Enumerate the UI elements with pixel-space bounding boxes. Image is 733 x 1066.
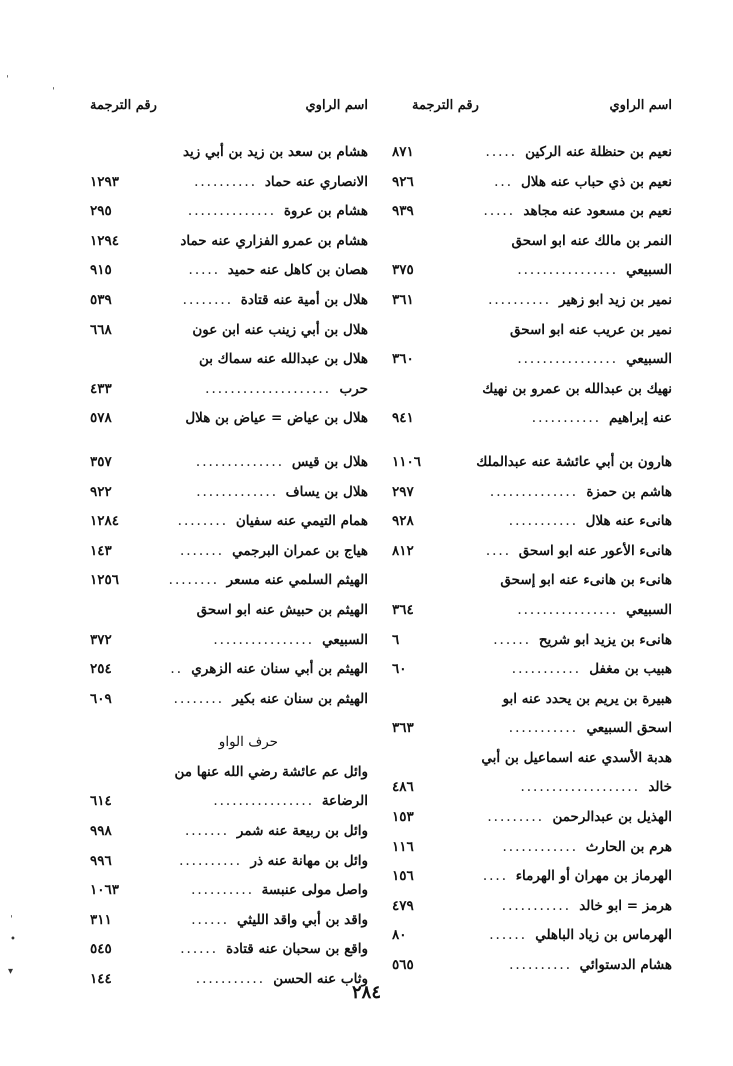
index-entry — [392, 655, 672, 685]
leader-dots: ........ — [168, 572, 219, 589]
leader-dots: .. — [170, 661, 183, 678]
narrator-name: هلال بن يساف — [285, 483, 368, 500]
narrator-name: الانصاري عنه حماد — [264, 173, 368, 190]
entry-number: ٥٧٨ — [90, 410, 112, 427]
leader-dots: ................ — [517, 351, 618, 368]
leader-dots: ...... — [180, 941, 218, 958]
narrator-name: الهذيل بن عبدالرحمن — [552, 809, 672, 826]
index-entry — [392, 197, 672, 227]
narrator-name: وائل بن مهانة عنه ذر — [250, 852, 368, 869]
entry-number: ٤٧٩ — [392, 897, 414, 914]
row-spacer — [392, 434, 672, 448]
entry-number: ٨١٢ — [392, 542, 414, 559]
narrator-name: واقع بن سحبان عنه قتادة — [226, 941, 368, 958]
entry-number: ٩١٥ — [90, 262, 112, 279]
index-entry — [90, 227, 368, 257]
entry-number: ١٤٤ — [90, 971, 112, 988]
entry-number: ٨٧١ — [392, 144, 414, 160]
entry-number: ٥٦٥ — [392, 957, 414, 974]
entry-number: ١٥٣ — [392, 809, 414, 826]
entry-number: ٩٢٢ — [90, 483, 112, 500]
narrator-name: هدبة الأسدي عنه اسماعيل بن أبي — [481, 749, 672, 766]
entry-number: ٦٦٨ — [90, 321, 112, 338]
index-entry — [90, 256, 368, 286]
entry-number: ١١٦ — [392, 838, 414, 855]
entry-number: ٤٣٣ — [90, 380, 112, 397]
narrator-name: هصان بن كاهل عنه حميد — [227, 262, 368, 279]
index-entry — [392, 316, 672, 346]
row-spacer — [90, 434, 368, 448]
leader-dots: ........... — [508, 720, 578, 737]
index-entry — [90, 817, 368, 847]
entry-number: ١٠٦٣ — [90, 882, 120, 899]
leader-dots: .............. — [195, 453, 284, 470]
index-entry — [392, 596, 672, 626]
leader-dots: ..... — [188, 262, 220, 279]
narrator-name: هلال بن عبدالله عنه سماك بن — [198, 351, 368, 368]
narrator-name: نعيم بن حنظلة عنه الركين — [525, 144, 672, 160]
index-entry — [90, 906, 368, 936]
narrator-name: الهيثم بن أبي سنان عنه الزهري — [191, 661, 368, 678]
index-entry — [392, 404, 672, 434]
narrator-name: الرضاعة — [321, 793, 368, 810]
left-column — [90, 92, 368, 995]
index-entry — [392, 685, 672, 715]
entry-number: ٦٠ — [392, 661, 407, 678]
leader-dots: .......... — [194, 173, 257, 190]
narrator-name: نعيم بن ذي حباب عنه هلال — [520, 173, 672, 190]
narrator-name: السبيعي — [626, 351, 672, 368]
entry-number: ٩٢٨ — [392, 513, 414, 530]
index-entry — [392, 921, 672, 951]
index-entry — [90, 655, 368, 685]
entry-number: ٩٣٩ — [392, 203, 414, 220]
index-entry — [392, 626, 672, 656]
narrator-name: هانىء بن هانىء عنه ابو إسحق — [500, 572, 672, 589]
narrator-name: الهيثم بن سنان عنه بكير — [232, 690, 368, 707]
narrator-name: السبيعي — [626, 262, 672, 279]
leader-dots: ........... — [195, 971, 265, 988]
entry-number: ٦٠٩ — [90, 690, 112, 707]
narrator-name: هلال بن أمية عنه قتادة — [240, 291, 368, 308]
leader-dots: ....... — [179, 542, 224, 559]
margin-mark: ˌ — [10, 908, 13, 919]
index-entry — [90, 537, 368, 567]
entry-number: ٣٧٢ — [90, 631, 112, 648]
narrator-name: همام التيمي عنه سفيان — [235, 513, 368, 530]
leader-dots: ........ — [173, 690, 224, 707]
leader-dots: ...... — [489, 927, 527, 944]
index-entry — [90, 478, 368, 508]
header-entry-number: رقم الترجمة — [412, 98, 479, 113]
index-entry — [392, 448, 672, 478]
narrator-name: هانىء الأعور عنه ابو اسحق — [518, 542, 672, 559]
narrator-name: هبيب بن مغفل — [589, 661, 672, 678]
narrator-name: السبيعي — [322, 631, 368, 648]
index-entry — [90, 787, 368, 817]
entry-number: ٢٥٤ — [90, 661, 112, 678]
narrator-name: الهرماز بن مهران أو الهرماء — [515, 868, 672, 885]
index-entry — [90, 685, 368, 715]
index-entry — [392, 375, 672, 405]
index-entry — [392, 566, 672, 596]
leader-dots: .......... — [488, 291, 551, 308]
index-entry — [392, 537, 672, 567]
index-entry — [392, 862, 672, 892]
leader-dots: ...... — [493, 631, 531, 648]
narrator-name: حرف الواو — [218, 734, 278, 751]
margin-mark: ˌ — [6, 68, 9, 79]
entry-number: ١٢٥٦ — [90, 572, 120, 589]
entry-number: ٣٦٠ — [392, 351, 414, 368]
leader-dots: ..... — [485, 144, 517, 160]
narrator-name: نهيك بن عبدالله بن عمرو بن نهيك — [482, 380, 672, 397]
right-column-header — [392, 92, 672, 118]
entry-number: ٩٢٦ — [392, 173, 414, 190]
leader-dots: ................... — [520, 779, 640, 796]
leader-dots: .......... — [509, 957, 572, 974]
index-entry — [90, 138, 368, 168]
row-spacer — [90, 714, 368, 728]
index-entry — [392, 168, 672, 198]
index-entry — [392, 744, 672, 774]
page-number: ٢٨٤ — [351, 982, 381, 1003]
index-entry — [90, 596, 368, 626]
entry-number: ٣٦٣ — [392, 720, 414, 737]
leader-dots: ........ — [182, 291, 233, 308]
leader-dots: ................ — [517, 262, 618, 279]
index-entry — [90, 316, 368, 346]
leader-dots: ........... — [531, 410, 601, 427]
index-entry — [392, 478, 672, 508]
narrator-name: وثاب عنه الحسن — [273, 971, 368, 988]
entry-number: ٩٤١ — [392, 410, 414, 427]
entry-number: ٣٧٥ — [392, 262, 414, 279]
entry-number: ٢٩٥ — [90, 203, 112, 220]
leader-dots: ................ — [517, 601, 618, 618]
leader-dots: ........... — [511, 661, 581, 678]
index-entry — [90, 507, 368, 537]
leader-dots: ................ — [213, 793, 314, 810]
index-entry — [392, 345, 672, 375]
leader-dots: .......... — [191, 882, 254, 899]
index-entry — [392, 833, 672, 863]
leader-dots: ................ — [213, 631, 314, 648]
leader-dots: ..... — [483, 203, 515, 220]
narrator-name: هلال بن عياض = عياض بن هلال — [185, 410, 368, 427]
margin-mark: ˌ — [52, 80, 55, 91]
narrator-name: هشام الدستوائي — [579, 957, 672, 974]
index-entry — [90, 626, 368, 656]
entry-number: ٨٠ — [392, 927, 407, 944]
entry-number: ١١٠٦ — [392, 453, 422, 470]
leader-dots: ........... — [501, 897, 571, 914]
entry-number: ١٢٨٤ — [90, 513, 120, 530]
narrator-name: النمر بن مالك عنه ابو اسحق — [511, 232, 672, 249]
leader-dots: .......... — [179, 852, 242, 869]
entry-number: ١٤٣ — [90, 542, 112, 559]
narrator-name: واقد بن أبي واقد الليثي — [237, 911, 368, 928]
narrator-name: خالد — [648, 779, 672, 796]
entry-number: ٣٦١ — [392, 291, 414, 308]
entry-number: ١٢٩٣ — [90, 173, 120, 190]
index-entry — [392, 138, 672, 168]
right-column-rows — [392, 138, 672, 981]
narrator-name: حرب — [339, 380, 368, 397]
narrator-name: هلال بن قيس — [291, 453, 368, 470]
narrator-name: الهرماس بن زياد الباهلي — [535, 927, 672, 944]
leader-dots: .... — [482, 868, 508, 885]
entry-number: ٤٨٦ — [392, 779, 414, 796]
entry-number: ٦ — [392, 631, 400, 648]
index-entry — [392, 286, 672, 316]
index-entry — [392, 951, 672, 981]
index-entry — [90, 345, 368, 375]
right-column — [392, 92, 672, 981]
left-column-header — [90, 92, 368, 118]
narrator-name: عنه إبراهيم — [609, 410, 672, 427]
narrator-name: هشام بن عمرو الفزاري عنه حماد — [180, 232, 368, 249]
leader-dots: .................... — [205, 380, 331, 397]
left-column-rows — [90, 138, 368, 995]
index-entry — [90, 847, 368, 877]
entry-number: ١٢٩٤ — [90, 232, 120, 249]
index-entry — [392, 892, 672, 922]
narrator-name: اسحق السبيعي — [586, 720, 672, 737]
leader-dots: ......... — [487, 809, 544, 826]
index-entry — [392, 803, 672, 833]
margin-mark: ▾ — [8, 966, 14, 977]
narrator-name: السبيعي — [626, 601, 672, 618]
index-entry — [90, 286, 368, 316]
index-entry — [90, 758, 368, 788]
narrator-name: وائل بن ربيعة عنه شمر — [236, 823, 368, 840]
leader-dots: .............. — [187, 203, 276, 220]
narrator-name: هشام بن عروة — [283, 203, 368, 220]
index-entry — [90, 566, 368, 596]
leader-dots: ............. — [196, 483, 278, 500]
leader-dots: ........... — [508, 513, 578, 530]
entry-number: ٦١٤ — [90, 793, 112, 810]
leader-dots: ....... — [184, 823, 229, 840]
narrator-name: هاشم بن حمزة — [586, 483, 672, 500]
leader-dots: .............. — [489, 483, 578, 500]
narrator-name: هرمز = ابو خالد — [579, 897, 672, 914]
narrator-name: هياج بن عمران البرجمي — [232, 542, 368, 559]
index-entry — [90, 935, 368, 965]
entry-number: ٥٤٥ — [90, 941, 112, 958]
index-entry — [392, 227, 672, 257]
index-entry — [90, 876, 368, 906]
leader-dots: .... — [485, 542, 511, 559]
narrator-name: هانىء عنه هلال — [585, 513, 672, 530]
index-entry — [90, 197, 368, 227]
index-entry — [90, 375, 368, 405]
narrator-name: هشام بن سعد بن زيد بن أبي زيد — [182, 144, 368, 160]
narrator-name: هبيرة بن يريم بن يحدد عنه ابو — [502, 690, 672, 707]
narrator-name: واصل مولى عنبسة — [261, 882, 368, 899]
entry-number: ٣١١ — [90, 911, 112, 928]
section-heading — [90, 728, 368, 758]
index-entry — [90, 404, 368, 434]
narrator-name: نعيم بن مسعود عنه مجاهد — [523, 203, 672, 220]
index-entry — [392, 256, 672, 286]
narrator-name: هانىء بن يزيد ابو شريح — [538, 631, 672, 648]
entry-number: ٣٦٤ — [392, 601, 414, 618]
entry-number: ٩٩٦ — [90, 852, 112, 869]
index-entry — [392, 773, 672, 803]
entry-number: ٩٩٨ — [90, 823, 112, 840]
narrator-name: هلال بن أبي زينب عنه ابن عون — [192, 321, 368, 338]
index-entry — [90, 168, 368, 198]
narrator-name: الهيثم السلمي عنه مسعر — [226, 572, 368, 589]
index-entry — [90, 448, 368, 478]
entry-number: ٥٣٩ — [90, 291, 112, 308]
header-narrator-name: اسم الراوي — [609, 98, 672, 113]
leader-dots: ...... — [191, 911, 229, 928]
header-narrator-name: اسم الراوي — [305, 98, 368, 113]
entry-number: ٣٥٧ — [90, 453, 112, 470]
narrator-name: نمير بن زيد ابو زهير — [559, 291, 672, 308]
margin-mark: • — [10, 934, 16, 945]
index-entry — [392, 507, 672, 537]
narrator-name: نمير بن عريب عنه ابو اسحق — [509, 321, 672, 338]
leader-dots: ... — [494, 173, 513, 190]
index-entry — [392, 714, 672, 744]
leader-dots: ........ — [177, 513, 228, 530]
narrator-name: هرم بن الحارث — [585, 838, 672, 855]
leader-dots: ............ — [502, 838, 578, 855]
narrator-name: وائل عم عائشة رضي الله عنها من — [174, 763, 368, 780]
narrator-name: هارون بن أبي عائشة عنه عبدالملك — [476, 453, 672, 470]
entry-number: ٢٩٧ — [392, 483, 414, 500]
header-entry-number: رقم الترجمة — [90, 98, 157, 113]
narrator-name: الهيثم بن حبيش عنه ابو اسحق — [196, 601, 368, 618]
entry-number: ١٥٦ — [392, 868, 414, 885]
